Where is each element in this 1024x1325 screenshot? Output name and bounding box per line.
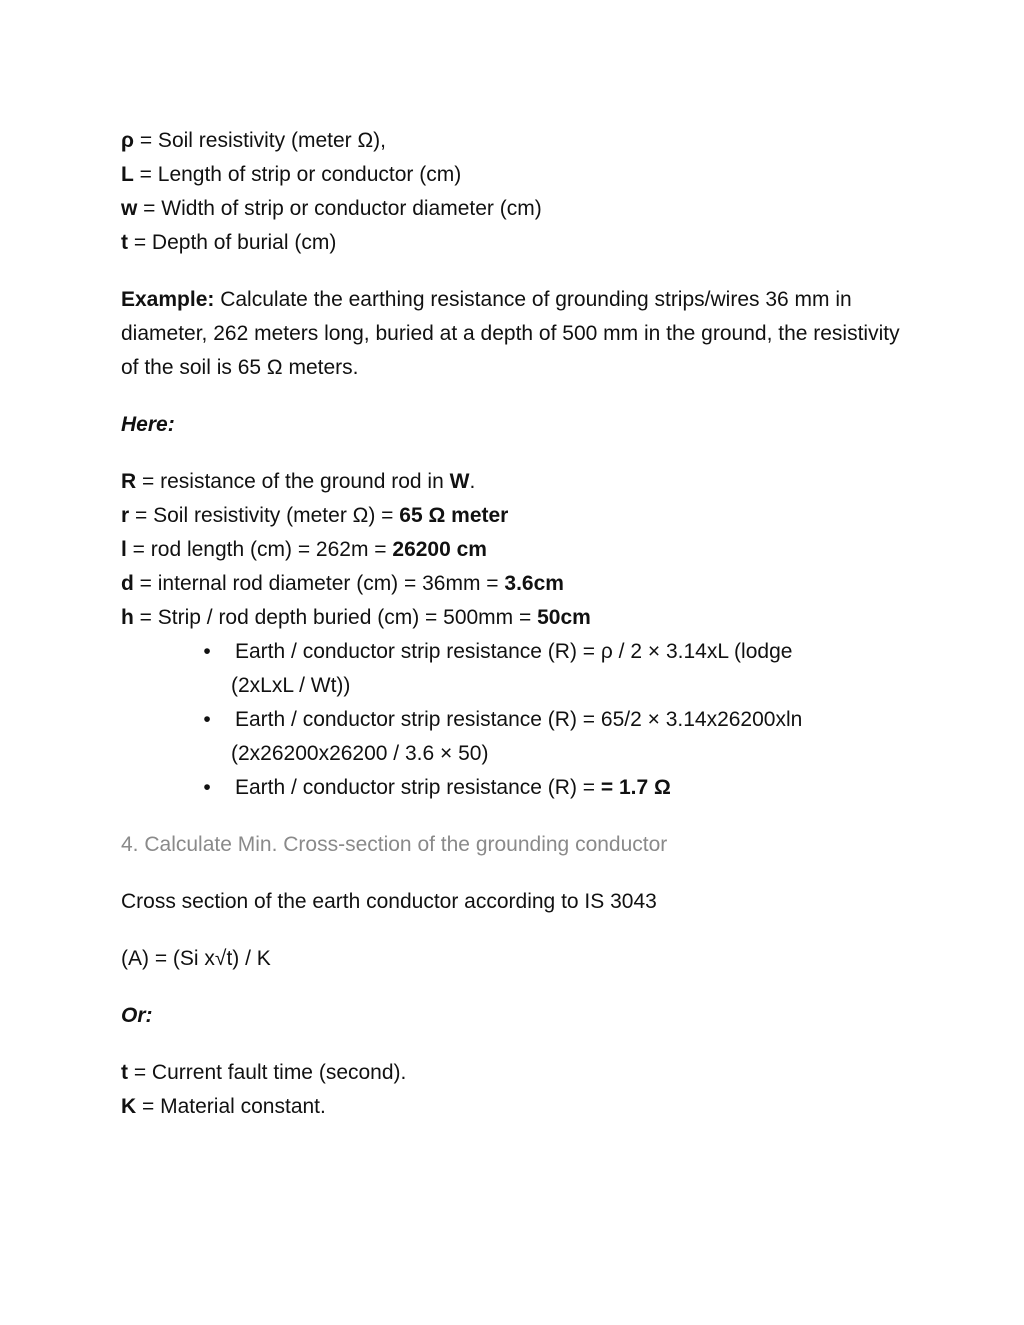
definition-text: = Depth of burial (cm) <box>128 231 337 254</box>
symbol: r <box>121 504 130 527</box>
resistance-bullet-list <box>121 635 901 805</box>
section-heading: 4. Calculate Min. Cross-section of the grounding conductor <box>121 833 668 856</box>
variable-r <box>121 499 901 533</box>
bullet-text: Earth / conductor strip resistance (R) = 65/2 × 3.14x26200xln <box>235 708 803 731</box>
symbol: w <box>121 197 138 220</box>
or-label: Or: <box>121 1004 153 1027</box>
symbol: R <box>121 470 137 493</box>
definition-text: = Length of strip or conductor (cm) <box>133 163 462 186</box>
variable-text: = rod length (cm) = 262m = <box>126 538 393 561</box>
example-text: Calculate the earthing resistance of grounding strips/wires 36 mm in diameter, 262 meters long, buried at a depth of 500 mm in the ground, the resistivity of the soil is 65 Ω meters. <box>121 288 900 379</box>
variable-value: 26200 cm <box>392 538 487 561</box>
symbol: t <box>121 1061 128 1084</box>
bullet-text-plain: Earth / conductor strip resistance (R) = <box>235 776 601 799</box>
variable-value: 50cm <box>537 606 591 629</box>
definition-material-constant <box>121 1090 901 1124</box>
list-item <box>121 703 901 771</box>
bullet-icon: • <box>203 776 211 799</box>
symbol: l <box>121 538 127 561</box>
variable-value: 3.6cm <box>504 572 564 595</box>
definition-rho <box>121 124 901 158</box>
example-paragraph <box>121 283 901 385</box>
bullet-text <box>234 771 901 805</box>
bullet-text: Earth / conductor strip resistance (R) = ρ / 2 × 3.14xL (lodge <box>235 640 793 663</box>
symbol: ρ <box>121 129 134 152</box>
definition-fault-time <box>121 1056 901 1090</box>
definition-text: = Soil resistivity (meter Ω), <box>134 129 386 152</box>
variable-l <box>121 533 901 567</box>
final-definitions-block <box>121 1056 901 1124</box>
symbol: L <box>121 163 134 186</box>
definition-depth <box>121 226 901 260</box>
list-item <box>121 635 901 703</box>
definition-width <box>121 192 901 226</box>
here-label: Here: <box>121 413 175 436</box>
bullet-text-continued: (2x26200x26200 / 3.6 × 50) <box>231 742 489 765</box>
definitions-block <box>121 124 901 260</box>
symbol: h <box>121 606 134 629</box>
bullet-text-continued: (2xLxL / Wt)) <box>231 674 351 697</box>
variable-d <box>121 567 901 601</box>
variable-text: = internal rod diameter (cm) = 36mm = <box>133 572 505 595</box>
bullet-result: = 1.7 Ω <box>600 776 671 799</box>
symbol: t <box>121 231 128 254</box>
variable-suffix: . <box>469 470 476 493</box>
variable-text: = resistance of the ground rod in <box>136 470 450 493</box>
variable-value: 65 Ω meter <box>399 504 509 527</box>
definition-text: = Current fault time (second). <box>128 1061 407 1084</box>
variable-value: W <box>449 470 470 493</box>
bullet-icon: • <box>203 640 211 663</box>
list-item <box>121 771 901 805</box>
formula: (A) = (Si x√t) / K <box>121 947 271 970</box>
variable-h <box>121 601 901 635</box>
definition-length <box>121 158 901 192</box>
variable-R <box>121 465 901 499</box>
symbol: d <box>121 572 134 595</box>
variable-text: = Soil resistivity (meter Ω) = <box>129 504 400 527</box>
example-label: Example: <box>121 288 215 311</box>
variable-text: = Strip / rod depth buried (cm) = 500mm = <box>133 606 538 629</box>
document-page <box>121 124 901 1124</box>
cross-section-text: Cross section of the earth conductor according to IS 3043 <box>121 890 657 913</box>
definition-text: = Material constant. <box>136 1095 326 1118</box>
definition-text: = Width of strip or conductor diameter (cm) <box>137 197 542 220</box>
symbol: K <box>121 1095 137 1118</box>
bullet-icon: • <box>203 708 211 731</box>
variables-block <box>121 465 901 635</box>
